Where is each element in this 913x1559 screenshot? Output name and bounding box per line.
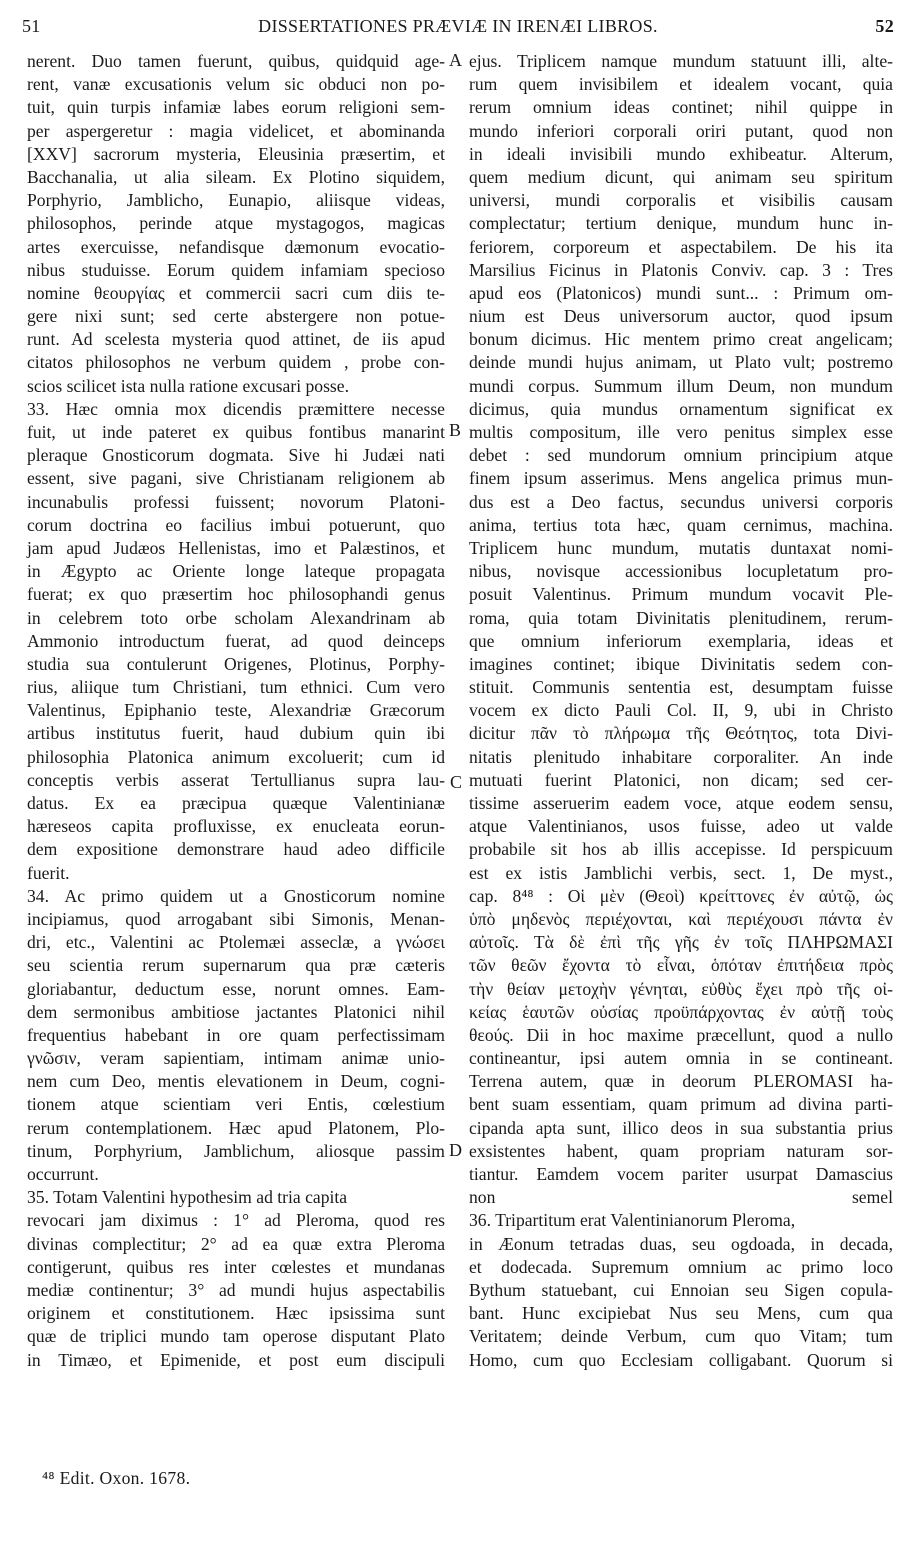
right-column-line: rerum omnium ideas continet; nihil quippe in: [469, 97, 893, 118]
left-column: [27, 50, 445, 1372]
left-column-line: originem et constitutionem. Hæc ipsissima sunt: [27, 1303, 445, 1324]
left-column-line: in celebrem toto orbe scholam Alexandrinam ab: [27, 607, 445, 628]
left-column-line: seu scientia rerum supernarum qua præ cæteris: [27, 955, 445, 976]
left-column-line: studia sua contulerunt Origenes, Plotinus, Porphy-: [27, 653, 445, 674]
left-column-line: nerent. Duo tamen fuerunt, quibus, quidquid age-: [27, 51, 445, 71]
left-column-line: scios scilicet ista nulla ratione excusari posse.: [27, 375, 349, 396]
right-column-line: in Æonum tetradas duas, seu ogdoada, in decada,: [469, 1233, 893, 1254]
left-column-line: frequentius habebant in ore quam perfectissimam: [27, 1024, 445, 1045]
right-column-line: rum quem invisibilem et idealem vocant, quia: [469, 74, 893, 95]
right-column-line: θεούς. Dii in hoc maxime præcellunt, quod a nullo: [469, 1024, 893, 1045]
page-number-left: 51: [22, 16, 41, 36]
right-column-line: atque Valentinianos, usos fuisse, adeo ut valde: [469, 816, 893, 837]
right-column-line: 36. Tripartitum erat Valentinianorum Pleroma,: [469, 1210, 796, 1231]
right-column-line: posuit Valentinus. Primum mundum vocavit Ple-: [469, 584, 893, 605]
footnote: ⁴⁸ Edit. Oxon. 1678.: [42, 1468, 191, 1488]
right-column-line: dicimus, quia mundus ornamentum significat ex: [469, 398, 893, 419]
left-column-line: contigerunt, quibus res inter cœlestes et mundanas: [27, 1256, 445, 1277]
left-column-line: revocari jam diximus : 1° ad Pleroma, quod res: [27, 1210, 445, 1231]
right-column-line: feriorem, corporeum et aspectabilem. De his ita: [469, 236, 893, 257]
left-column-line: philosophia Platonica animum excoluerit; cum id: [27, 746, 445, 767]
left-column-line: rerum contemplationem. Hæc apud Platonem, Plo-: [27, 1117, 445, 1138]
margin-marker-d: D: [449, 1140, 462, 1160]
right-column-line: tiantur. Eamdem vocem pariter usurpat Damascius: [469, 1164, 893, 1184]
left-column-line: pleraque Gnosticorum dogmata. Sive hi Judæi nati: [27, 445, 445, 466]
right-column-line: bant. Hunc excipiebat Nus seu Mens, cum qua: [469, 1303, 893, 1324]
left-column-line: incunabulis professi fuissent; novorum Platoni-: [27, 491, 445, 512]
left-column-line: nibus studuisse. Eorum quidem infamiam specioso: [27, 259, 445, 280]
right-column-line: deinde mundi hujus animam, ut Plato vult; postremo: [469, 352, 893, 373]
left-column-line: [XXV] sacrorum mysteria, Eleusinia præsertim, et: [27, 143, 445, 164]
right-column-line: que omnium inferiorum exemplaria, ideas et: [469, 630, 893, 651]
right-column-line: in ideali invisibili mundo exhibeatur. Alterum,: [469, 143, 893, 164]
right-column-line: bent suam essentiam, quam primum ad divina parti-: [469, 1094, 893, 1115]
left-column-line: fuerat; ex quo præsertim hoc philosophandi genus: [27, 584, 445, 605]
right-column-line: ὑπὸ μηδενὸς περιέχονται, καὶ περιέχουσι πάντα ἐν: [469, 908, 893, 929]
right-column-line: non semel: [469, 1187, 893, 1208]
margin-marker-b: B: [449, 420, 462, 440]
left-column-line: quæ de triplici mundo tam operose disputant Plato: [27, 1326, 445, 1347]
left-column-line: conceptis verbis asserat Tertullianus supra lau-: [27, 769, 445, 790]
right-column-line: cipanda apta sunt, illico deos in sua substantia prius: [469, 1117, 893, 1138]
running-head: [22, 16, 894, 42]
left-column-line: dem sermonibus ambitiose jactantes Platonici nihil: [27, 1001, 445, 1022]
left-column-line: hæreseos capita profluxisse, ex enucleata eorun-: [27, 816, 445, 837]
right-column-line: est ex istis Jamblichi verbis, sect. 1, De myst.,: [469, 862, 893, 883]
left-column-line: gloriabantur, deductum esse, norunt omnes. Eam-: [27, 978, 445, 999]
right-column-line: finem ipsum asserimus. Mens angelica primus mun-: [469, 468, 893, 489]
right-column-line: nium est Deus universorum auctor, quod ipsum: [469, 306, 893, 327]
right-column-line: imagines continet; ibique Divinitatis sedem con-: [469, 653, 893, 674]
right-column-line: Marsilius Ficinus in Platonis Conviv. cap. 3 : Tres: [469, 259, 893, 280]
left-column-line: rius, aliique tum Christiani, tum ethnici. Cum vero: [27, 677, 445, 698]
right-column-line: mundi corpus. Summum illum Deum, non mundum: [469, 375, 893, 396]
right-column-line: Veritatem; deinde Verbum, cum quo Vitam; tum: [469, 1326, 893, 1347]
left-column-line: dri, etc., Valentini ac Ptolemæi asseclæ, a γνώσει: [27, 932, 445, 953]
left-column-line: Bacchanalia, ut alia sileam. Ex Plotino siquidem,: [27, 166, 445, 187]
left-column-line: citatos philosophos ne verbum quidem , probe con-: [27, 352, 445, 373]
left-column-line: rent, vanæ excusationis velum sic obduci non po-: [27, 74, 445, 95]
left-column-line: dem expositione demonstrare haud adeo difficile: [27, 839, 445, 860]
right-column-line: probabile sit hos ab illis accepisse. Id perspicuum: [469, 839, 893, 860]
right-column-line: Triplicem hunc mundum, mutatis duntaxat nomi-: [469, 537, 893, 558]
left-column-line: tinum, Porphyrium, Jamblichum, aliosque passim: [27, 1140, 445, 1161]
right-column-line: κείας ἑαυτῶν οὐσίας προϋπάρχοντας ἐν αὐτῇ τοὺς: [469, 1001, 893, 1022]
left-column-line: nomine θεουργίας et commercii sacri cum diis te-: [27, 282, 445, 303]
right-column-line: Terrena autem, quæ in deorum PLEROMASI ha-: [469, 1071, 893, 1092]
page-title: DISSERTATIONES PRÆVIÆ IN IRENÆI LIBROS.: [258, 16, 658, 36]
left-column-line: per aspergeretur : magia videlicet, et abominanda: [27, 120, 445, 141]
left-column-line: γνῶσιν, veram sapientiam, intimam animæ unio-: [27, 1048, 445, 1069]
right-column-line: apud eos (Platonicos) mundi sunt... : Primum om-: [469, 282, 893, 303]
right-column-line: nibus, novisque accessionibus locupletatum pro-: [469, 561, 893, 582]
right-column-line: contineantur, ipsi autem omnia in se contineant.: [469, 1048, 893, 1069]
right-column-line: dicitur πᾶν τὸ πλήρωμα τῆς Θεότητος, tota Divi-: [469, 723, 893, 744]
right-column-line: nitatis plenitudo inhabitare corporaliter. An inde: [469, 746, 893, 767]
right-column-line: Homo, cum quo Ecclesiam colligabant. Quorum si: [469, 1349, 893, 1370]
left-column-line: incipiamus, quod arrogabant sibi Simonis, Menan-: [27, 908, 445, 929]
left-column-line: artibus institutus fuerit, haud dubium quin ibi: [27, 723, 445, 744]
left-column-line: artes exercuisse, nefandisque dæmonum evocatio-: [27, 236, 445, 257]
right-column-line: tissime asseruerim eadem voce, atque eodem sensu,: [469, 793, 893, 813]
left-column-line: in Timæo, et Epimenide, et post eum discipuli: [27, 1349, 445, 1370]
left-column-line: divinas complectitur; 2° ad ea quæ extra Pleroma: [27, 1233, 445, 1254]
left-column-line: 34. Ac primo quidem ut a Gnosticorum nomine: [27, 885, 445, 906]
right-column-line: stituit. Communis sententia est, desumptam fuisse: [469, 677, 893, 698]
left-column-line: in Ægypto ac Oriente longe lateque propagata: [27, 561, 445, 582]
right-column-line: multis compositum, ille vero penitus simplex esse: [469, 422, 893, 442]
margin-marker-a: A: [449, 50, 462, 70]
right-column-line: mundo inferiori corporali oriri putant, quod non: [469, 120, 893, 141]
left-column-line: fuit, ut inde pateret ex quibus fontibus manarint: [27, 422, 445, 442]
left-column-line: nem cum Deo, mentis elevationem in Deum, cogni-: [27, 1071, 445, 1092]
right-column-line: τὴν θείαν μετοχὴν γένηται, εὐθὺς ἔχει πρὸ τῆς οἰ-: [469, 978, 893, 999]
right-column-line: complectatur; tertium denique, mundum hunc in-: [469, 213, 893, 234]
left-column-line: tuit, quin turpis infamiæ labes eorum religioni sem-: [27, 97, 445, 118]
left-column-line: tionem atque scientiam veri Entis, cœlestium: [27, 1094, 445, 1115]
margin-marker-c: C: [450, 772, 463, 792]
right-column-line: ejus. Triplicem namque mundum statuunt illi, alte-: [469, 51, 893, 71]
left-column-line: gere nixi sunt; sed certe abstergere non potue-: [27, 306, 445, 327]
right-column-line: cap. 8⁴⁸ : Οἱ μὲν (Θεοὶ) κρείττονες ἐν αὐτῷ, ὡς: [469, 885, 893, 906]
left-column-line: runt. Ad scelesta mysteria quod attinet, de iis apud: [27, 329, 445, 350]
left-column-line: corum doctrina eo facilius imbui potuerunt, quo: [27, 514, 445, 535]
left-column-line: Ammonio introductum fuerat, ad quod deinceps: [27, 630, 445, 651]
right-column-line: mutuati fuerint Platonici, non dicam; sed cer-: [469, 769, 893, 790]
left-column-line: fuerit.: [27, 862, 70, 883]
left-column-line: philosophos, perinde atque mystagogos, magicas: [27, 213, 445, 234]
left-column-line: datus. Ex ea præcipua quæque Valentinianæ: [27, 793, 445, 813]
right-column-line: exsistentes habent, quam propriam naturam sor-: [469, 1140, 893, 1161]
right-column-line: Bythum statuebant, cui Ennoian seu Sigen copula-: [469, 1279, 893, 1300]
right-column-line: αὐτοῖς. Τὰ δὲ ἐπὶ τῆς γῆς ἐν τοῖς ΠΛΗΡΩΜΑΣΙ: [469, 932, 893, 953]
right-column-line: et dodecada. Supremum omnium ac primo loco: [469, 1256, 893, 1277]
right-column-line: dus est a Deo factus, secundus universi corporis: [469, 491, 893, 512]
right-column-line: universi, mundi corporalis et visibilis causam: [469, 190, 893, 211]
right-column-line: τῶν θεῶν ἔχοντα τὸ εἶναι, ὁπόταν ἐπιτήδεια πρὸς: [469, 955, 893, 976]
left-column-line: 33. Hæc omnia mox dicendis præmittere necesse: [27, 398, 445, 419]
right-column-line: debet : sed mundorum omnium principium atque: [469, 445, 893, 466]
left-column-line: occurrunt.: [27, 1164, 99, 1184]
right-column-line: vocem ex dicto Pauli Col. II, 9, ubi in Christo: [469, 700, 893, 721]
right-column-line: quem medium dicunt, qui animam seu spiritum: [469, 166, 893, 187]
right-column: [469, 50, 893, 1372]
left-column-line: Porphyrio, Jamblicho, Eunapio, aliisque videas,: [27, 190, 445, 211]
left-column-line: essent, sive pagani, sive Christianam religionem ab: [27, 468, 445, 489]
left-column-line: jam apud Judæos Hellenistas, imo et Palæstinos, et: [27, 537, 445, 558]
left-column-line: mediæ continentur; 3° ad mundi hujus aspectabilis: [27, 1279, 445, 1300]
right-column-line: bonum dicimus. Hic mentem primo creat angelicam;: [469, 329, 893, 350]
right-column-line: roma, quia totam Divinitatis plenitudinem, rerum-: [469, 607, 893, 628]
right-column-line: anima, tertius tota hæc, quam cernimus, machina.: [469, 514, 893, 535]
left-column-line: Valentinus, Epiphanio teste, Alexandriæ Græcorum: [27, 700, 445, 721]
left-column-line: 35. Totam Valentini hypothesim ad tria capita: [27, 1187, 348, 1208]
page-number-right: 52: [875, 16, 894, 36]
